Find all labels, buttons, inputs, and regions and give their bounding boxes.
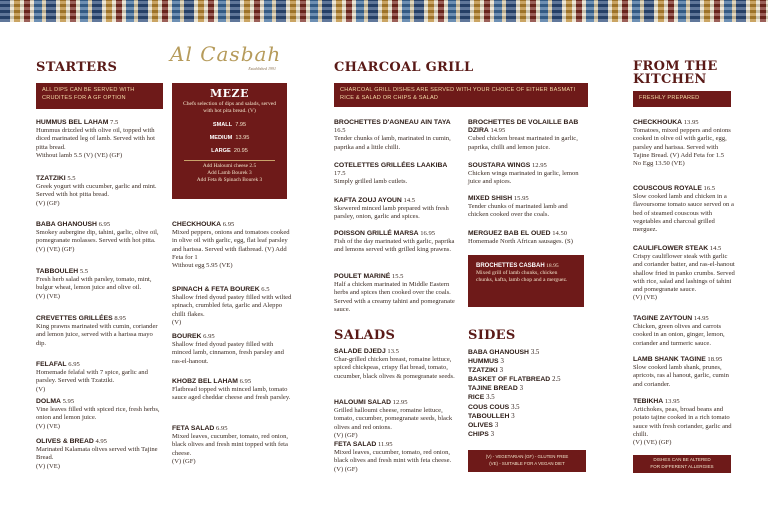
list-item: BABA GHANOUSH 3.5 xyxy=(468,349,540,356)
list-item: RICE 3.5 xyxy=(468,394,495,402)
dietary-legend: (V) - VEGETARIAN (GF) - GLUTEN FREE (VE) - SUITABLE FOR A VEGAN DIET xyxy=(468,450,586,472)
starter-item: OLIVES & BREAD 4.95 Marinated Kalamata olives served with Tajine Bread. (V) (VE) xyxy=(36,438,158,470)
list-item: CHIPS 3 xyxy=(468,430,495,438)
starter-item: TABBOULEH 5.5 Fresh herb salad with parsley, tomato, mint, bulgur wheat, lemon juice and olive oil. (V) (VE) xyxy=(36,268,152,300)
list-item: TAJINE BREAD 3 xyxy=(468,385,524,393)
decorative-tile-border xyxy=(0,0,768,22)
starter-item: TZATZIKI 5.5 Greek yogurt with cucumber, garlic and mint. Served with hot pitta bread. (V) (GF) xyxy=(36,175,157,207)
kitchen-item: COUSCOUS ROYALE 16.5 Slow cooked lamb and chicken in a flavoursome tomato sauce served on a bed of steamed couscous with vegetables and charcoal grilled merguez. xyxy=(633,185,734,234)
middle-item: SPINACH & FETA BOUREK 6.5 Shallow fried dyoud pastey filled with wilted spinach, crumbled feta, garlic and Aleppo chilli flakes. (V) xyxy=(172,286,292,326)
allergy-note: DISHES CAN BE ALTERED FOR DIFFERENT ALLERGIES xyxy=(633,455,731,473)
charcoal-grill-heading: CHARCOAL GRILL xyxy=(334,60,474,75)
kitchen-banner: FRESHLY PREPARED xyxy=(633,91,731,107)
list-item: TZATZIKI 3 xyxy=(468,367,503,375)
middle-item: CHECKHOUKA 6.95 Mixed peppers, onions and tomatoes cooked in olive oil with garlic, egg, flat leaf parsley and harissa. Served with flatbread. (V) Add Feta for 1 Without egg 5.95 (VE) xyxy=(172,221,290,270)
starters-banner: ALL DIPS CAN BE SERVED WITH CRUDITES FOR A GF OPTION xyxy=(36,83,163,109)
meze-size-small: SMALL 7.95 xyxy=(212,122,247,129)
kitchen-item: CAULIFLOWER STEAK 14.5 Crispy cauliflower steak with garlic and coriander batter, and ras-el-hanout shallow fried in panko crumbs. Served with rice, salad and lashings of tahini and pomegranate sauce. (V) (VE) xyxy=(633,245,735,302)
list-item: COUS COUS 3.5 xyxy=(468,403,520,411)
grill-item: BROCHETTES DE VOLAILLE BAB DZIRA 14.95 Cubed chicken breast marinated in garlic, paprika, chilli and lemon juice. xyxy=(468,119,579,151)
grill-item: POULET MARINÉ 15.5 Half a chicken marinated in Middle Eastern herbs and spices then cooked over the coals. Served with a creamy tahini and pomegranate sauce. xyxy=(334,273,455,313)
list-item: HUMMUS 3 xyxy=(468,358,504,366)
meze-description: Chefs selection of dips and salads, served with hot pita bread. (V) xyxy=(182,101,277,115)
salad-item: SALADE DJEDJ 13.5 Char-grilled chicken breast, romaine lettuce, spiced chickpeas, crispy flat bread, tomato, cucumber, black olives & pomegranate seeds. xyxy=(334,348,455,380)
meze-title: MEZE xyxy=(210,87,249,100)
grill-item: SOUSTARA WINGS 12.95 Chicken wings marinated in garlic, lemon juice and spices. xyxy=(468,162,579,186)
grill-item: MERGUEZ BAB EL OUED 14.50 Homemade North African sausages. (S) xyxy=(468,230,573,246)
middle-item: KHOBZ BEL LAHAM 6.95 Flatbread topped with minced lamb, tomato sauce aged cheddar cheese and fresh parsley. xyxy=(172,378,291,402)
starter-item: FELAFAL 6.95 Homemade felafal with 7 spice, garlic and parsley. Served with Tzatziki. (V) xyxy=(36,361,148,393)
starter-item: DOLMA 5.95 Vine leaves filled with spiced rice, fresh herbs, onion and lemon juice. (V) (VE) xyxy=(36,398,160,430)
grill-item: KAFTA ZOUJ AYOUN 14.5 Skewered minced lamb prepared with fresh parsley, onion, garlic and spices. xyxy=(334,197,449,221)
starter-item: HUMMUS BEL LAHAM 7.5 Hummus drizzled with olive oil, topped with diced marinated leg of lamb. Served with hot pitta bread. Without lamb 5.5 (V) (VE) (GF) xyxy=(36,119,156,159)
meze-addons: Add Haloumi cheese 2.5 Add Lamb Bourek 3 Add Feta & Spinach Bourek 3 xyxy=(184,160,275,184)
list-item: OLIVES 3 xyxy=(468,421,499,429)
starter-item: CREVETTES GRILLÉES 8.95 King prawns marinated with cumin, coriander and lemon juice, served with a harissa mayo dip. xyxy=(36,315,158,347)
starters-heading: STARTERS xyxy=(36,60,118,75)
meze-box xyxy=(172,83,287,199)
sides-list xyxy=(468,348,588,439)
grill-item: COTELETTES GRILLÉES LAAKIBA 17.5 Simply grilled lamb cutlets. xyxy=(334,162,448,186)
meze-size-large: LARGE 20.95 xyxy=(211,148,248,155)
meze-size-medium: MEDIUM 13.95 xyxy=(209,135,250,142)
sides-heading: SIDES xyxy=(468,328,516,343)
middle-item: FETA SALAD 6.95 Mixed leaves, cucumber, tomato, red onion, black olives and fresh mint topped with feta cheese. (V) (GF) xyxy=(172,425,289,465)
salads-heading: SALADS xyxy=(334,328,396,343)
middle-item: BOUREK 6.95 Shallow fried dyoud pastey filled with minced lamb, cinnamon, fresh parsley and ras-el-hanout. xyxy=(172,333,284,365)
grill-item: BROCHETTES D'AGNEAU AIN TAYA 16.5 Tender chunks of lamb, marinated in cumin, paprika and a little chilli. xyxy=(334,119,451,151)
salad-item: FETA SALAD 11.95 Mixed leaves, cucumber, tomato, red onion, black olives and fresh mint with feta cheese. (V) (GF) xyxy=(334,441,452,473)
featured-dish-box: BROCHETTES CASBAH 18.95 Mixed grill of lamb chunks, chicken chunks, kafta, lamb chop and a merguez. xyxy=(468,255,584,307)
kitchen-item: TEBIKHA 13.95 Artichokes, peas, broad beans and potato tajine cooked in a rich tomato sauce with fresh coriander, garlic and chilli. (V) (VE) (GF) xyxy=(633,398,732,447)
kitchen-item: LAMB SHANK TAGINE 18.95 Slow cooked lamb shank, prunes, apricots, ras al hanout, garlic, cumin and coriander. xyxy=(633,356,729,388)
restaurant-logo: Al Casbah Established 1991 xyxy=(170,42,282,71)
starter-item: BABA GHANOUSH 6.95 Smokey aubergine dip, tahini, garlic, olive oil, pomegranate molasses. Served with hot pitta. (V) (VE) (GF) xyxy=(36,221,159,253)
kitchen-item: TAGINE ZAYTOUN 14.95 Chicken, green olives and carrots cooked in an onion, ginger, lemon, coriander and turmeric sauce. xyxy=(633,315,725,347)
grill-item: MIXED SHISH 15.95 Tender chunks of marinated lamb and chicken cooked over the coals. xyxy=(468,195,568,219)
list-item: TABOULLEH 3 xyxy=(468,412,515,420)
kitchen-item: CHECKHOUKA 13.95 Tomatoes, mixed peppers and onions cooked in olive oil with garlic, egg, parsley and harissa. Served with Tajine Bread. (V) Add Feta for 1.5 No Egg 13.50 (VE) xyxy=(633,119,731,168)
list-item: BASKET OF FLATBREAD 2.5 xyxy=(468,376,561,384)
kitchen-heading: FROM THE KITCHEN xyxy=(633,59,718,87)
salad-item: HALOUMI SALAD 12.95 Grilled halloumi cheese, romaine lettuce, tomato, cucumber, pomegranate seeds, black olives and red onions. (V) (GF) xyxy=(334,399,453,439)
grill-item: POISSON GRILLÉ MARSA 16.95 Fish of the day marinated with garlic, paprika and lemons served with grilled king prawns. xyxy=(334,230,455,254)
charcoal-grill-banner: CHARCOAL GRILL DISHES ARE SERVED WITH YOUR CHOICE OF EITHER BASMATI RICE & SALAD OR CHIPS & SALAD xyxy=(334,83,588,107)
